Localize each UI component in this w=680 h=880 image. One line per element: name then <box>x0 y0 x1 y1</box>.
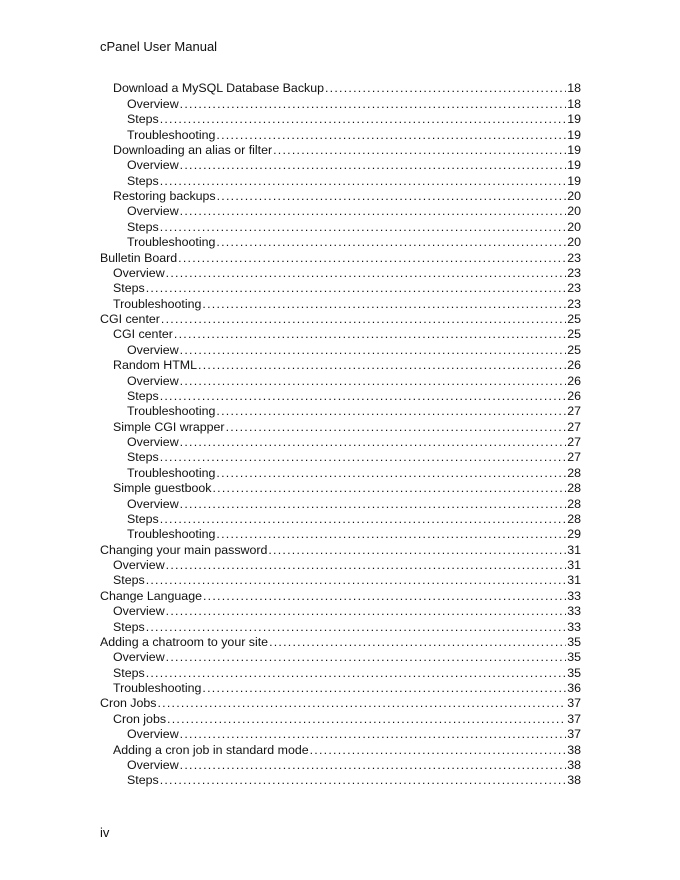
toc-entry-title: Steps <box>127 173 159 188</box>
dot-leader <box>180 97 567 111</box>
dot-leader <box>146 666 567 680</box>
toc-entry-page: 25 <box>567 327 581 342</box>
dot-leader <box>160 174 567 188</box>
toc-entry[interactable] <box>100 557 581 572</box>
dot-leader <box>166 266 567 280</box>
toc-entry-title: Bulletin Board <box>100 250 178 265</box>
toc-entry-title: Cron Jobs <box>100 696 157 711</box>
dot-leader <box>157 696 566 710</box>
toc-entry[interactable] <box>100 357 581 372</box>
dot-leader <box>160 773 567 787</box>
toc-entry-page: 20 <box>567 219 581 234</box>
toc-entry-page: 28 <box>567 481 581 496</box>
toc-entry-page: 38 <box>567 773 581 788</box>
toc-entry[interactable] <box>100 280 581 295</box>
toc-entry[interactable] <box>100 772 581 787</box>
toc-entry-title: Simple CGI wrapper <box>113 419 225 434</box>
toc-entry[interactable] <box>100 634 581 649</box>
dot-leader <box>146 573 567 587</box>
toc-entry-title: Steps <box>127 773 159 788</box>
toc-entry[interactable] <box>100 126 581 141</box>
dot-leader <box>166 650 567 664</box>
toc-entry-title: Adding a chatroom to your site <box>100 634 269 649</box>
dot-leader <box>180 435 567 449</box>
dot-leader <box>216 235 566 249</box>
toc-entry-page: 27 <box>567 435 581 449</box>
toc-entry-title: Overview <box>127 727 179 742</box>
toc-entry-page: 23 <box>567 296 581 311</box>
toc-entry-title: Steps <box>127 219 159 234</box>
toc-entry[interactable] <box>100 526 581 541</box>
toc-entry-title: Overview <box>127 496 179 511</box>
toc-entry[interactable] <box>100 172 581 187</box>
toc-entry-title: Steps <box>127 511 159 526</box>
dot-leader <box>216 404 566 418</box>
toc-entry[interactable] <box>100 249 581 264</box>
toc-entry-title: Restoring backups <box>113 189 216 203</box>
toc-entry-title: Adding a cron job in standard mode <box>113 742 309 757</box>
dot-leader <box>269 635 566 649</box>
dot-leader <box>160 112 567 126</box>
toc-entry-page: 31 <box>567 573 581 588</box>
toc-entry[interactable] <box>100 572 581 587</box>
toc-entry-page: 18 <box>567 96 581 111</box>
toc-entry[interactable] <box>100 80 581 95</box>
dot-leader <box>203 589 566 603</box>
dot-leader <box>178 251 566 265</box>
dot-leader <box>310 743 567 757</box>
toc-entry[interactable] <box>100 326 581 341</box>
dot-leader <box>146 281 567 295</box>
toc-entry-title: Overview <box>127 435 179 449</box>
toc-entry-page: 38 <box>567 757 581 772</box>
dot-leader <box>202 681 566 695</box>
toc-entry-page: 29 <box>567 527 581 542</box>
toc-entry-title: Steps <box>113 281 145 296</box>
toc-entry-page: 19 <box>567 158 581 173</box>
toc-entry[interactable] <box>100 741 581 756</box>
toc-entry-title: Steps <box>127 388 159 403</box>
toc-entry-title: Change Language <box>100 588 202 603</box>
toc-entry-title: Troubleshooting <box>127 404 216 419</box>
dot-leader <box>216 466 566 480</box>
dot-leader <box>180 497 567 511</box>
toc-entry-title: Simple guestbook <box>113 481 212 496</box>
toc-entry-page: 26 <box>567 388 581 403</box>
toc-entry[interactable] <box>100 95 581 110</box>
toc-entry-title: Steps <box>113 665 145 680</box>
toc-entry-page: 19 <box>567 173 581 188</box>
dot-leader <box>226 420 567 434</box>
toc-entry-page: 27 <box>567 419 581 434</box>
dot-leader <box>146 620 567 634</box>
toc-entry-title: Troubleshooting <box>113 296 202 311</box>
dot-leader <box>160 389 567 403</box>
toc-entry-title: Troubleshooting <box>113 681 202 695</box>
running-header: cPanel User Manual <box>100 39 218 54</box>
toc-entry-title: Overview <box>127 373 179 388</box>
toc-entry-page: 35 <box>567 634 581 649</box>
dot-leader <box>180 204 567 218</box>
dot-leader <box>160 450 567 464</box>
toc-entry[interactable] <box>100 726 581 741</box>
toc-entry-page: 19 <box>567 142 581 157</box>
dot-leader <box>167 712 566 726</box>
toc-entry-title: Troubleshooting <box>127 527 216 542</box>
toc-entry-title: Troubleshooting <box>127 235 216 250</box>
toc-entry-page: 20 <box>567 189 581 203</box>
toc-entry-page: 28 <box>567 511 581 526</box>
toc-entry-title: Download a MySQL Database Backup <box>113 81 324 96</box>
toc-entry[interactable] <box>100 664 581 679</box>
toc-entry[interactable] <box>100 265 581 280</box>
toc-entry[interactable] <box>100 188 581 203</box>
dot-leader <box>213 481 567 495</box>
dot-leader <box>217 189 567 203</box>
toc-entry-page: 23 <box>567 265 581 280</box>
dot-leader <box>180 158 567 172</box>
toc-entry-page: 20 <box>567 204 581 219</box>
dot-leader <box>325 81 566 95</box>
dot-leader <box>160 220 567 234</box>
toc-entry[interactable] <box>100 449 581 464</box>
toc-entry-title: Steps <box>127 450 159 465</box>
toc-entry-title: Overview <box>127 96 179 111</box>
toc-entry-page: 31 <box>567 558 581 572</box>
dot-leader <box>273 143 566 157</box>
toc-entry[interactable] <box>100 311 581 326</box>
toc-entry-title: Cron jobs <box>113 711 167 726</box>
dot-leader <box>180 727 567 741</box>
toc-entry[interactable] <box>100 480 581 495</box>
dot-leader <box>174 327 566 341</box>
toc-entry[interactable] <box>100 403 581 418</box>
toc-entry-page: 23 <box>567 250 581 265</box>
dot-leader <box>180 374 567 388</box>
toc-entry-page: 33 <box>567 619 581 634</box>
toc-entry-title: Overview <box>113 558 165 572</box>
toc-entry[interactable] <box>100 372 581 387</box>
dot-leader <box>216 128 566 142</box>
page-number: iv <box>100 825 110 840</box>
toc-entry-page: 35 <box>567 650 581 665</box>
toc-entry-title: Overview <box>113 650 165 665</box>
toc-entry-title: Overview <box>113 265 165 280</box>
toc-entry[interactable] <box>100 142 581 157</box>
toc-entry[interactable] <box>100 418 581 433</box>
toc-entry[interactable] <box>100 680 581 695</box>
toc-entry-title: Steps <box>113 573 145 588</box>
toc-entry-page: 36 <box>567 681 581 695</box>
toc-entry-page: 26 <box>567 373 581 388</box>
toc-entry-title: Downloading an alias or filter <box>113 142 273 157</box>
toc-entry-page: 37 <box>567 696 581 711</box>
toc-entry-page: 23 <box>567 281 581 296</box>
toc-entry-title: Overview <box>127 158 179 173</box>
toc-entry-page: 27 <box>567 404 581 419</box>
dot-leader <box>160 512 567 526</box>
toc-entry-page: 19 <box>567 127 581 142</box>
toc-entry-page: 38 <box>567 742 581 757</box>
toc-entry[interactable] <box>100 157 581 172</box>
dot-leader <box>180 758 567 772</box>
toc-entry[interactable] <box>100 111 581 126</box>
toc-entry-page: 33 <box>567 604 581 619</box>
toc-entry[interactable] <box>100 464 581 479</box>
toc-entry[interactable] <box>100 234 581 249</box>
toc-entry-page: 28 <box>567 465 581 480</box>
toc-entry-page: 33 <box>567 588 581 603</box>
dot-leader <box>166 604 567 618</box>
toc-entry-title: CGI center <box>100 312 160 326</box>
dot-leader <box>166 558 567 572</box>
table-of-contents <box>100 80 581 787</box>
toc-entry[interactable] <box>100 388 581 403</box>
toc-entry-page: 20 <box>567 235 581 250</box>
toc-entry-page: 28 <box>567 496 581 511</box>
toc-entry-title: Steps <box>113 619 145 634</box>
toc-entry[interactable] <box>100 511 581 526</box>
toc-entry-page: 35 <box>567 665 581 680</box>
toc-entry-title: Troubleshooting <box>127 127 216 142</box>
toc-entry-page: 25 <box>567 312 581 326</box>
toc-entry[interactable] <box>100 649 581 664</box>
toc-entry-page: 31 <box>567 542 581 557</box>
toc-entry-page: 25 <box>567 342 581 357</box>
toc-entry-title: CGI center <box>113 327 173 342</box>
dot-leader <box>268 543 566 557</box>
dot-leader <box>161 312 566 326</box>
toc-entry[interactable] <box>100 495 581 510</box>
toc-entry[interactable] <box>100 203 581 218</box>
toc-entry[interactable] <box>100 341 581 356</box>
toc-entry[interactable] <box>100 710 581 725</box>
dot-leader <box>198 358 566 372</box>
toc-entry[interactable] <box>100 757 581 772</box>
toc-entry-page: 27 <box>567 450 581 465</box>
toc-entry-title: Changing your main password <box>100 542 268 557</box>
toc-entry-page: 26 <box>567 358 581 373</box>
toc-entry-page: 18 <box>567 81 581 96</box>
toc-entry[interactable] <box>100 618 581 633</box>
toc-entry-page: 37 <box>567 711 581 726</box>
toc-entry-title: Overview <box>127 757 179 772</box>
toc-entry[interactable] <box>100 603 581 618</box>
dot-leader <box>202 297 566 311</box>
dot-leader <box>180 343 567 357</box>
dot-leader <box>216 527 566 541</box>
toc-entry[interactable] <box>100 695 581 710</box>
toc-entry-title: Steps <box>127 112 159 127</box>
toc-entry[interactable] <box>100 434 581 449</box>
toc-entry[interactable] <box>100 541 581 556</box>
toc-entry-title: Overview <box>127 342 179 357</box>
toc-entry[interactable] <box>100 295 581 310</box>
toc-entry-title: Troubleshooting <box>127 465 216 480</box>
toc-entry-title: Random HTML <box>113 358 198 373</box>
toc-entry-page: 19 <box>567 112 581 127</box>
toc-entry-title: Overview <box>113 604 165 619</box>
toc-entry[interactable] <box>100 218 581 233</box>
toc-entry-title: Overview <box>127 204 179 219</box>
toc-entry-page: 37 <box>567 727 581 742</box>
toc-entry[interactable] <box>100 587 581 602</box>
